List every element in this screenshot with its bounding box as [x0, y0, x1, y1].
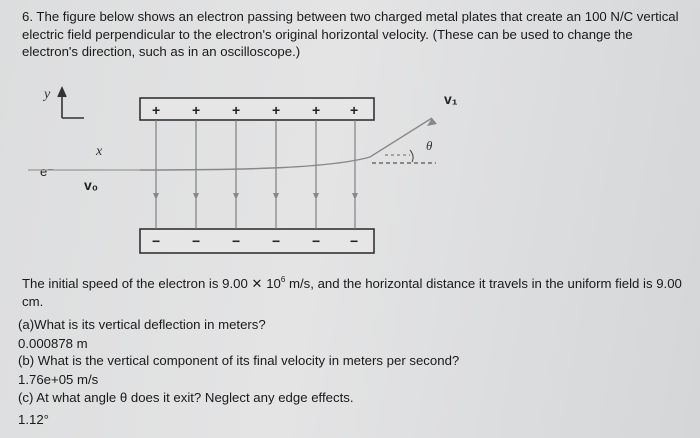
answer-b: 1.76e+05 m/s — [18, 372, 99, 387]
minus-sign: − — [312, 233, 321, 249]
answer-a: 0.000878 m — [18, 336, 88, 351]
plus-sign: + — [192, 102, 201, 118]
given-base: 10 — [262, 276, 281, 291]
v1-label: v₁ — [444, 91, 458, 107]
minus-sign: − — [232, 233, 241, 249]
field-arrowheads — [153, 193, 358, 200]
given-exponent: 6 — [280, 275, 286, 284]
angle-arc — [410, 150, 413, 162]
electron-deflection-figure — [0, 78, 700, 278]
electron-label: e⁻ — [40, 164, 55, 179]
electron-trajectory — [140, 118, 432, 170]
minus-sign: − — [272, 233, 281, 249]
plus-sign: + — [232, 102, 241, 118]
plus-sign: + — [312, 102, 321, 118]
given-text-1: The initial speed of the electron is 9.00 — [22, 276, 252, 291]
bottom-plate — [140, 229, 374, 253]
v0-label: v₀ — [84, 177, 99, 193]
top-plate — [140, 98, 374, 120]
question-a: (a)What is its vertical deflection in meters? — [18, 317, 266, 332]
theta-label: θ — [426, 138, 433, 153]
given-info — [22, 271, 692, 310]
problem-intro: 6. The figure below shows an electron passing between two charged metal plates that create an 100 N/C vertical electric field perpendicular to the electron's original horizontal velocity. (These can be used to change the electron's direction, such as in an oscilloscope.) — [22, 9, 679, 59]
y-axis-label: y — [44, 87, 51, 102]
plus-sign: + — [272, 102, 281, 118]
plus-sign: + — [152, 102, 161, 118]
times-sign: ✕ — [251, 276, 263, 291]
minus-sign: − — [152, 233, 161, 249]
plus-sign: + — [350, 102, 359, 118]
minus-sign: − — [350, 233, 359, 249]
v1-arrowhead — [427, 118, 437, 126]
question-b: (b) What is the vertical component of its final velocity in meters per second? — [18, 353, 460, 368]
answer-c: 1.12° — [18, 412, 49, 427]
axes-indicator — [58, 88, 84, 118]
minus-sign: − — [192, 233, 201, 249]
given-text-2: m/s, and the horizontal distance it travels in the uniform field is 9.00 cm. — [22, 276, 682, 309]
question-c: (c) At what angle θ does it exit? Neglect any edge effects. — [18, 390, 354, 405]
field-lines — [156, 120, 355, 229]
x-axis-label: x — [96, 144, 103, 159]
